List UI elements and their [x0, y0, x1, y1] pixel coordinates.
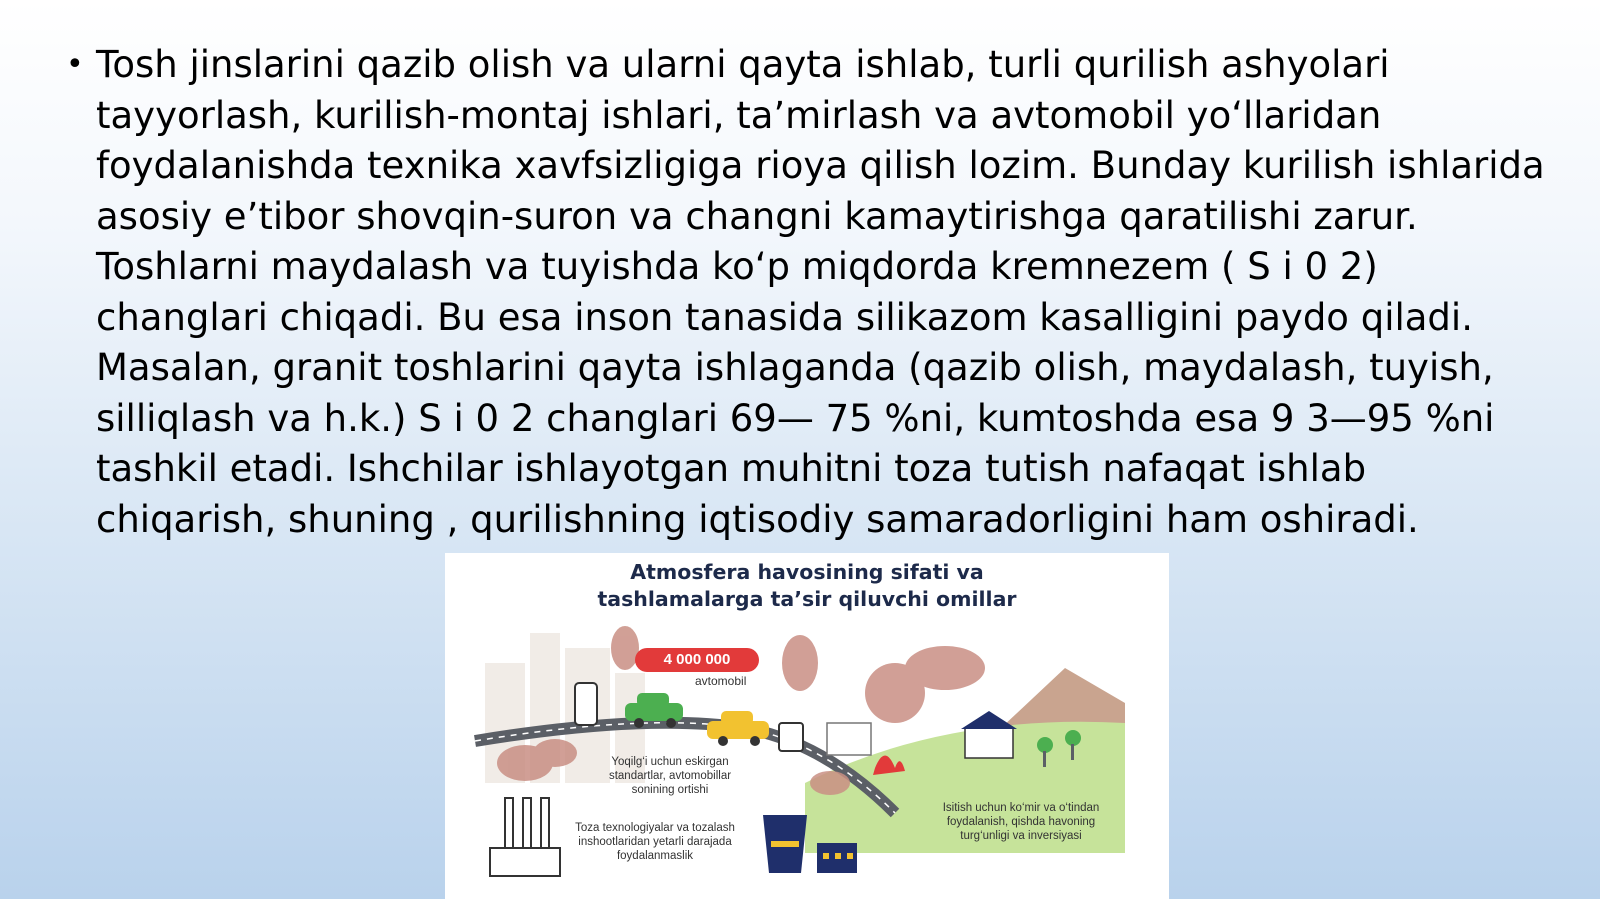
fuel-standards-note: Yoqilg‘i uchun eskirgan standartlar, avtomobillar sonining ortishi — [608, 756, 732, 796]
bullet-icon: • — [66, 47, 84, 82]
fuel-pump-icon — [575, 683, 597, 725]
air-quality-infographic — [445, 553, 1169, 899]
slide-body — [66, 40, 1556, 545]
fuel-canister-icon — [779, 723, 803, 751]
heating-note: Isitish uchun ko‘mir va o‘tindan foydalanish, qishda havoning turg‘unligi va inversiyasi — [942, 802, 1100, 842]
bullet-item — [66, 40, 1556, 545]
factory-chimney-icon — [490, 798, 560, 876]
bullet-text: Tosh jinslarini qazib olish va ularni qayta ishlab, turli qurilish ashyolari tayyorlash, kurilish-montaj ishlari, ta’mirlash va avtomobil yoʻllaridan foydalanishda texnika xavfsizligiga rioya qilish lozim. Bunday kurilish ishlarida asosiy e’tibor shovqin-suron va changni kamaytirishga qaratilishi zarur. Toshlarni maydalash va tuyishda koʻp miqdorda kremnezem ( S i 0 2) changlari chiqadi. Bu esa inson tanasida silikazom kasalligini paydo qiladi. Masalan, granit toshlarini qayta ishlaganda (qazib olish, maydalash, tuyish, silliqlash va h.k.) S i 0 2 changlari 69— 75 %ni, kumtoshda esa 9 3—95 %ni tashkil etadi. Ishchilar ishlayotgan muhitni toza tutish nafaqat ishlab chiqarish, shuning , qurilishning iqtisodiy samaradorligini ham oshiradi. — [96, 43, 1545, 541]
infographic-title: Atmosfera havosining sifati va tashlamalarga ta’sir qiluvchi omillar — [597, 560, 1017, 611]
car-count-label: avtomobil — [695, 674, 747, 688]
yellow-car-icon — [707, 711, 769, 746]
clean-tech-note: Toza texnologiyalar va tozalash inshootlaridan yetarli darajada foydalanmaslik — [575, 822, 735, 862]
car-count-badge: 4 000 000 — [635, 648, 759, 672]
